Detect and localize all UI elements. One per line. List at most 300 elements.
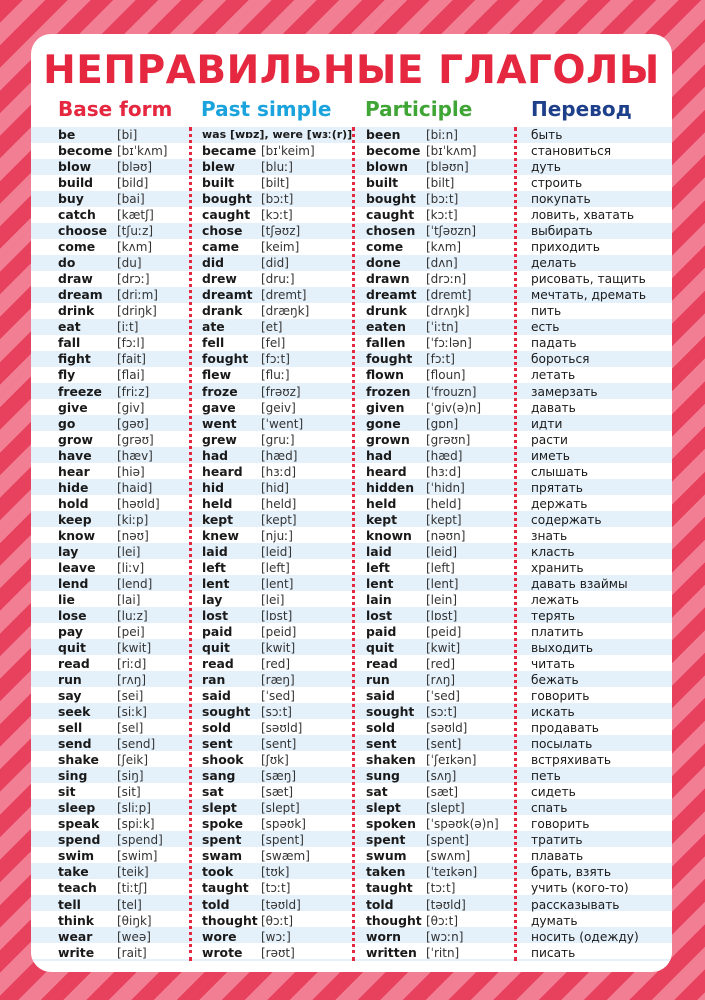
past-transcription: [tʊk] [261,865,290,880]
table-row [31,127,672,143]
translation: содержать [531,512,602,527]
table-row [31,929,672,945]
translation: брать, взять [531,865,612,880]
past-transcription: [sæt] [261,785,294,800]
past-simple: sent [202,736,233,752]
past-simple: slept [202,800,237,816]
base-form: sleep [58,800,96,816]
table-row [31,175,672,191]
past-simple: ate [202,319,225,335]
table-row [31,864,672,880]
base-transcription: [spiːk] [117,817,155,832]
participle-transcription: [kwit] [426,641,461,655]
past-simple: had [202,447,229,463]
participle: spoken [366,816,416,832]
participle-transcription: [held] [426,496,462,511]
base-form: shake [58,752,99,768]
past-simple: shook [202,752,244,768]
participle: sold [366,720,396,736]
base-transcription: [haid] [117,480,153,495]
translation: становиться [531,144,612,159]
past-transcription: [hɜːd] [261,464,297,479]
participle-transcription: [fɔːt] [426,352,455,367]
table-row [31,400,672,416]
base-form: choose [58,223,107,239]
base-form: freeze [58,383,102,399]
participle-transcription: [peid] [426,624,462,639]
table-row [31,800,672,816]
past-transcription: [tɔːt] [261,881,291,896]
past-transcription: [fel] [261,336,286,351]
base-transcription: [bild] [117,176,149,191]
table-row [31,207,672,223]
base-form: fall [58,335,81,351]
table-row [31,191,672,207]
participle-transcription: [grəʊn] [426,432,471,447]
table-row [31,736,672,752]
past-simple: ran [202,672,226,688]
past-transcription: [wɔː] [261,929,291,944]
participle-transcription: [dremt] [426,288,472,303]
participle-transcription: [bɔːt] [426,192,459,207]
translation: делать [531,256,577,271]
participle: sent [366,736,397,752]
participle-transcription: [səʊld] [426,721,468,736]
base-form: seek [58,704,91,720]
base-form: hold [58,495,89,511]
translation: пить [531,304,562,319]
participle: bought [366,191,416,207]
base-transcription: [fɔːl] [117,336,145,351]
participle-transcription: [ˈiːtn] [426,320,459,335]
base-transcription: [rʌŋ] [117,673,147,688]
participle: thought [366,912,422,928]
participle-transcription: [spent] [426,833,469,848]
participle: taken [366,864,406,880]
base-transcription: [bləʊ] [117,160,153,175]
past-simple: fought [202,351,249,367]
table-row [31,720,672,736]
table-row [31,816,672,832]
base-transcription: [siŋ] [117,769,144,784]
base-transcription: [tʃuːz] [117,224,154,239]
table-row [31,880,672,896]
past-transcription: [frəʊz] [261,384,301,399]
translation: встряхивать [531,753,612,768]
base-transcription: [kʌm] [117,240,153,255]
past-simple: wrote [202,944,243,960]
past-transcription: [dræŋk] [261,304,310,319]
base-form: hear [58,463,90,479]
table-row [31,560,672,576]
header-base-form: Base form [58,97,173,121]
base-form: say [58,688,82,704]
past-simple: said [202,688,231,704]
past-transcription: [druː] [261,272,295,287]
header-past-simple: Past simple [201,97,332,121]
past-simple: paid [202,623,233,639]
past-transcription: [peid] [261,624,297,639]
past-simple: quit [202,640,230,655]
past-transcription: [ˈwent] [261,416,304,431]
participle-transcription: [slept] [426,801,465,816]
participle: blown [366,159,408,175]
participle: had [366,447,393,463]
base-transcription: [kiːp] [117,512,149,527]
base-form: become [58,143,113,159]
verb-table [31,127,672,961]
translation: плавать [531,849,584,864]
base-form: write [58,944,95,960]
past-simple: grew [202,431,237,447]
past-simple: sold [202,720,232,736]
past-simple: became [202,143,257,159]
participle: shaken [366,752,416,768]
participle-transcription: [wɔːn] [426,929,464,944]
participle: slept [366,800,401,816]
base-transcription: [bi] [117,128,138,142]
base-form: draw [58,271,93,287]
participle-transcription: [ˈʃeɪkən] [426,753,477,768]
participle: fought [366,351,413,367]
table-row [31,351,672,367]
past-transcription: [gruː] [261,432,295,447]
past-simple: laid [202,543,228,559]
base-transcription: [weə] [117,929,151,944]
base-transcription: [tiːtʃ] [117,881,148,896]
base-transcription: [pei] [117,624,145,639]
table-row [31,464,672,480]
participle-transcription: [lɒst] [426,608,458,623]
participle: drawn [366,271,410,287]
participle-transcription: [ˈsed] [426,689,460,704]
table-row [31,143,672,159]
translation: бороться [531,352,590,367]
translation: тратить [531,833,583,848]
translation: терять [531,608,575,623]
base-transcription: [swim] [117,849,158,864]
base-transcription: [friːz] [117,384,150,399]
participle-transcription: [hæd] [426,448,463,463]
base-form: drink [58,303,95,319]
past-simple: took [202,864,234,880]
past-transcription: [spent] [261,833,304,848]
participle: swum [366,848,407,864]
translation: расти [531,432,568,447]
participle-transcription: [drɔːn] [426,272,467,287]
past-transcription: [did] [261,256,289,271]
translation: спать [531,801,568,816]
past-transcription: [lei] [261,592,285,607]
table-row [31,576,672,592]
participle: lent [366,575,394,591]
table-row [31,512,672,528]
past-transcription: [bɪˈkeim] [261,144,315,159]
participle-transcription: [tɔːt] [426,881,456,896]
base-form: lend [58,575,89,591]
base-transcription: [spend] [117,833,163,848]
participle: grown [366,431,410,447]
participle: kept [366,511,398,527]
participle: fallen [366,335,406,351]
base-transcription: [lei] [117,544,141,559]
participle: laid [366,543,392,559]
participle: given [366,399,405,415]
table-row [31,656,672,672]
translation: учить (кого-то) [531,881,629,896]
base-transcription: [riːd] [117,657,147,672]
base-transcription: [flai] [117,368,145,383]
past-simple: lay [202,591,223,607]
base-form: have [58,447,92,463]
table-row [31,271,672,287]
translation: строить [531,176,583,191]
past-transcription: [et] [261,320,283,335]
past-simple: caught [202,207,251,223]
past-simple: hid [202,479,224,495]
participle-transcription: [red] [426,657,456,672]
participle-transcription: [ˈfrouzn] [426,384,477,399]
participle-transcription: [biːn] [426,128,458,142]
table-row [31,768,672,784]
header-translation: Перевод [531,97,632,121]
base-transcription: [du] [117,256,142,271]
participle-transcription: [drʌŋk] [426,304,470,319]
base-form: dream [58,287,103,303]
past-transcription: [left] [261,560,290,575]
past-transcription: [slept] [261,801,300,816]
participle-transcription: [ˈritn] [426,945,460,960]
translation: давать взаймы [531,576,628,591]
base-form: think [58,912,95,928]
past-simple: thought [202,912,258,928]
past-transcription: [kwit] [261,641,296,655]
past-simple: swam [202,848,243,864]
table-row [31,688,672,704]
participle: known [366,527,412,543]
past-simple: sat [202,784,224,800]
past-simple: went [202,415,237,431]
base-form: spend [58,832,101,848]
translation: выходить [531,641,594,655]
base-transcription: [giv] [117,400,145,415]
base-form: know [58,527,96,543]
participle-transcription: [kept] [426,512,462,527]
past-transcription: [kɔːt] [261,208,293,223]
table-row [31,640,672,656]
base-transcription: [drɔː] [117,272,150,287]
past-simple: read [202,656,234,672]
participle-transcription: [leid] [426,544,458,559]
table-row [31,448,672,464]
translation: выбирать [531,224,593,239]
past-transcription: [bilt] [261,176,290,191]
participle: sung [366,768,400,784]
participle: caught [366,207,415,223]
translation: прятать [531,480,583,495]
base-form: keep [58,511,92,527]
translation: давать [531,400,576,415]
base-transcription: [ʃeik] [117,753,149,768]
translation: продавать [531,721,599,736]
participle: written [366,944,417,960]
table-row [31,335,672,351]
participle-transcription: [sæt] [426,785,459,800]
base-form: fly [58,367,76,383]
participle-transcription: [bɪˈkʌm] [426,144,477,159]
past-transcription: [leid] [261,544,293,559]
table-row [31,752,672,768]
participle: drunk [366,303,407,319]
table-row [31,913,672,929]
past-transcription: [fɔːt] [261,352,290,367]
participle: held [366,495,397,511]
base-transcription: [nəʊ] [117,528,149,543]
translation: рассказывать [531,897,620,912]
participle: told [366,896,394,912]
table-row [31,496,672,512]
table-row [31,319,672,335]
past-simple: dreamt [202,287,253,303]
table-row [31,255,672,271]
translation: падать [531,336,577,351]
past-simple: gave [202,399,236,415]
past-transcription: [sent] [261,737,297,752]
participle-transcription: [rʌŋ] [426,673,456,688]
past-simple: was [wɒz], were [wɜː(r)] [202,128,353,141]
translation: сидеть [531,785,576,800]
base-transcription: [sei] [117,689,144,704]
table-row [31,608,672,624]
base-transcription: [grəʊ] [117,432,154,447]
poster-card [31,34,672,972]
participle-transcription: [gɒn] [426,416,459,431]
participle-transcription: [ˈhidn] [426,480,465,495]
participle: spent [366,832,406,848]
participle: sat [366,784,388,800]
participle: lost [366,607,393,623]
past-transcription: [red] [261,657,291,672]
table-row [31,704,672,720]
past-simple: bought [202,191,252,207]
past-simple: left [202,559,226,575]
past-transcription: [səʊld] [261,721,303,736]
base-form: run [58,672,82,688]
past-transcription: [tʃəʊz] [261,224,301,239]
base-form: wear [58,928,93,944]
base-form: read [58,656,90,672]
base-form: catch [58,207,96,223]
base-form: take [58,864,89,880]
past-transcription: [ræŋ] [261,673,295,688]
table-row [31,784,672,800]
base-transcription: [siːk] [117,705,147,720]
table-row [31,848,672,864]
table-row [31,223,672,239]
translation: рисовать, тащить [531,272,646,287]
past-simple: sang [202,768,236,784]
participle: sought [366,704,415,720]
past-simple: built [202,175,235,191]
translation: лежать [531,592,580,607]
base-form: lay [58,543,79,559]
base-form: sing [58,768,88,784]
translation: знать [531,528,568,543]
participle: taught [366,880,413,896]
table-row [31,592,672,608]
base-transcription: [kwit] [117,641,152,655]
translation: замерзать [531,384,598,399]
translation: приходить [531,240,600,255]
base-form: go [58,415,76,431]
base-transcription: [θiŋk] [117,913,152,928]
translation: летать [531,368,576,383]
past-transcription: [sæŋ] [261,769,297,784]
base-transcription: [send] [117,737,156,752]
base-transcription: [həʊld] [117,496,160,511]
translation: носить (одежду) [531,929,639,944]
past-transcription: [kept] [261,512,297,527]
participle: quit [366,640,394,655]
base-form: swim [58,848,94,864]
past-simple: knew [202,527,239,543]
table-row [31,416,672,432]
participle-transcription: [ˈtʃəʊzn] [426,224,477,239]
translation: покупать [531,192,591,207]
past-simple: drew [202,271,237,287]
table-row [31,832,672,848]
participle-transcription: [dʌn] [426,256,458,271]
past-simple: blew [202,159,235,175]
translation: бежать [531,673,579,688]
poster-title: НЕПРАВИЛЬНЫЕ ГЛАГОЛЫ [43,48,660,93]
base-transcription: [hiə] [117,464,145,479]
past-transcription: [keim] [261,240,300,255]
past-transcription: [sɔːt] [261,705,292,720]
past-simple: flew [202,367,232,383]
past-simple: held [202,495,233,511]
past-transcription: [swæm] [261,849,310,864]
base-form: blow [58,159,92,175]
participle-transcription: [sɔːt] [426,705,457,720]
table-row [31,480,672,496]
participle: lain [366,591,392,607]
past-transcription: [geiv] [261,400,296,415]
base-form: come [58,239,96,255]
base-transcription: [driŋk] [117,304,157,319]
header-participle: Participle [365,97,473,121]
past-transcription: [bɔːt] [261,192,294,207]
base-form: send [58,736,92,752]
past-transcription: [njuː] [261,528,293,543]
past-transcription: [təʊld] [261,897,301,912]
translation: дуть [531,160,561,175]
past-simple: came [202,239,240,255]
translation: держать [531,496,588,511]
translation: читать [531,657,575,672]
participle: run [366,672,390,688]
past-simple: wore [202,928,237,944]
participle-transcription: [ˈspəʊk(ə)n] [426,817,499,832]
translation: писать [531,945,576,960]
table-row [31,945,672,961]
translation: ловить, хватать [531,208,635,223]
base-form: tell [58,896,81,912]
base-form: lie [58,591,75,607]
translation: слышать [531,464,589,479]
participle-transcription: [bilt] [426,176,455,191]
past-simple: kept [202,511,234,527]
